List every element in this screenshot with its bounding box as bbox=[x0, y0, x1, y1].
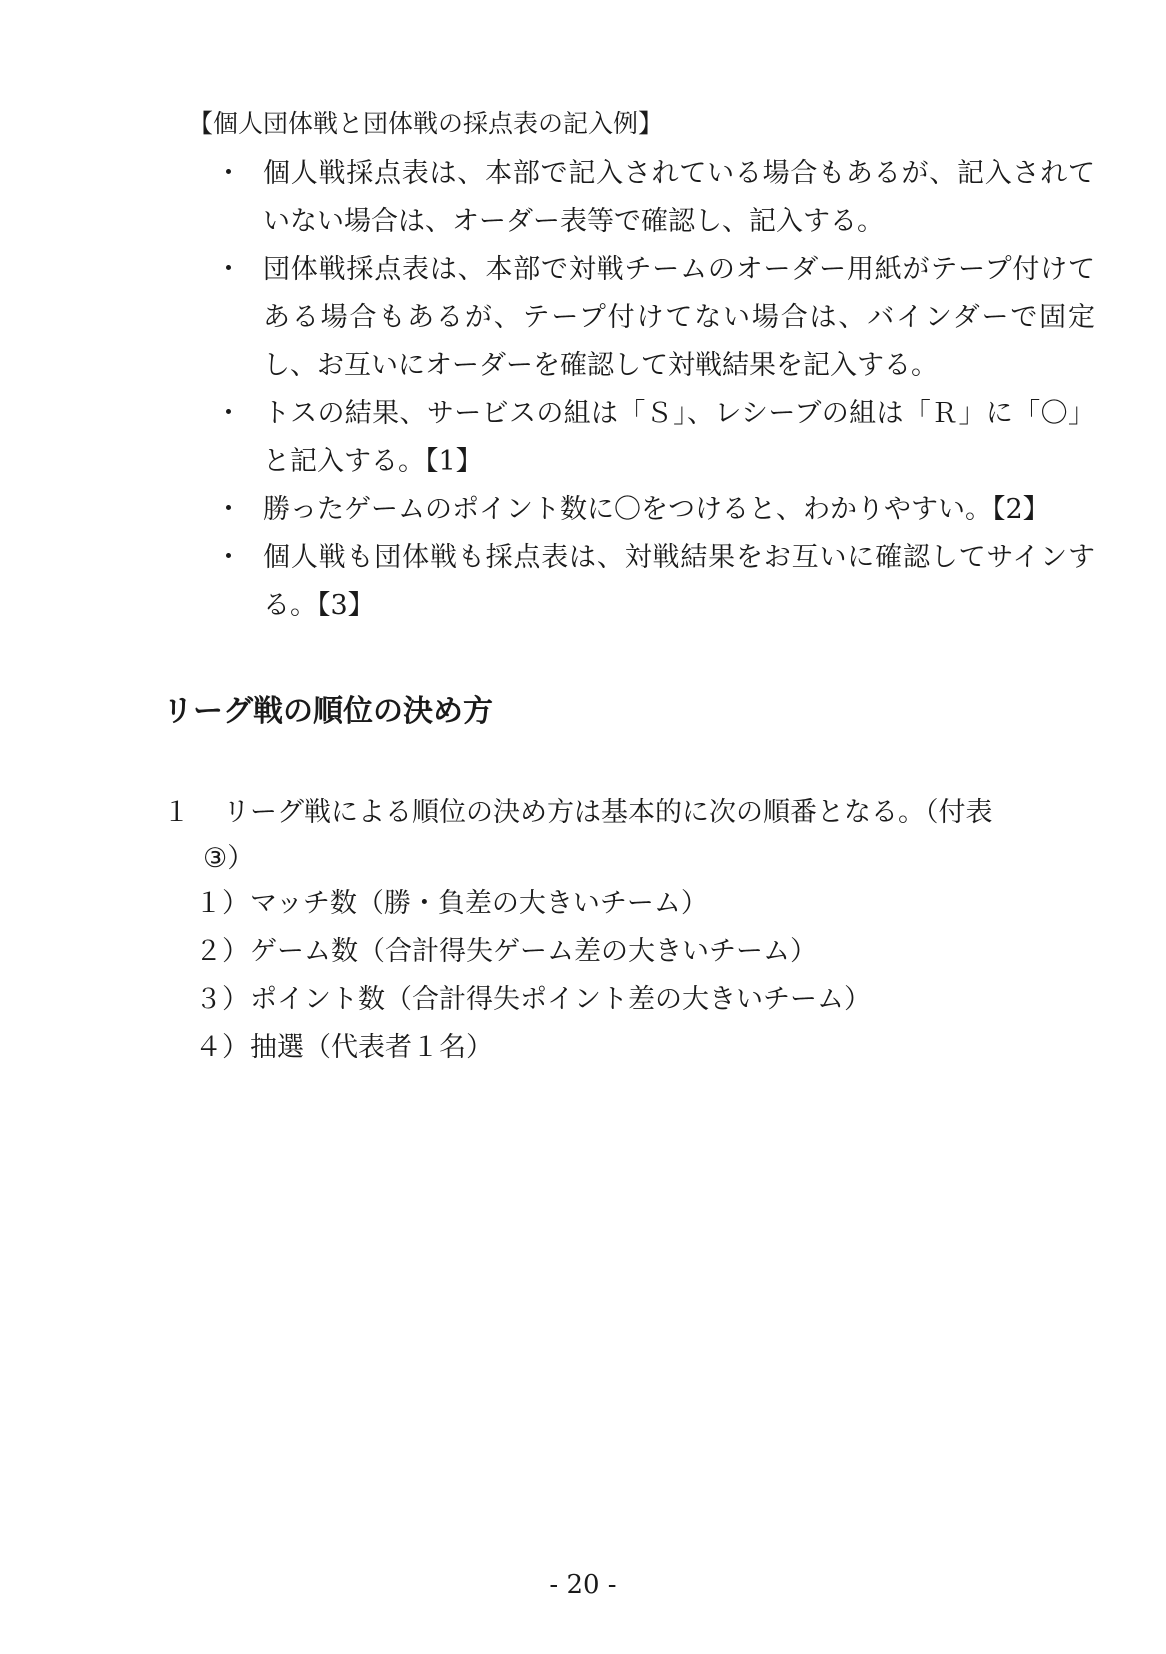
bullet-item bbox=[215, 390, 1095, 486]
bullet-marker: ・ bbox=[215, 494, 242, 525]
bullet-text: 勝ったゲームのポイント数に〇をつけると、わかりやすい。【2】 bbox=[263, 494, 1050, 525]
bullet-item bbox=[215, 486, 1095, 534]
bullet-marker: ・ bbox=[215, 158, 242, 189]
section-label: 【個人団体戦と団体戦の採点表の記入例】 bbox=[188, 109, 664, 138]
list-item bbox=[195, 928, 871, 976]
page-number: - 20 - bbox=[549, 1570, 617, 1600]
list-item-number: １） bbox=[195, 888, 249, 919]
rule-text-line1: リーグ戦による順位の決め方は基本的に次の順番となる。（付表 bbox=[223, 797, 993, 828]
list-item-text: マッチ数（勝・負差の大きいチーム） bbox=[250, 888, 708, 919]
list-item-number: ３） bbox=[195, 984, 249, 1015]
list-item bbox=[195, 976, 871, 1024]
bullet-item bbox=[215, 150, 1095, 246]
section-heading: リーグ戦の順位の決め方 bbox=[163, 694, 493, 729]
list-item-number: ２） bbox=[195, 936, 249, 967]
list-item-text: 抽選（代表者１名） bbox=[250, 1032, 493, 1063]
bullet-list bbox=[215, 150, 1095, 630]
bullet-marker: ・ bbox=[215, 542, 242, 573]
list-item-text: ゲーム数（合計得失ゲーム差の大きいチーム） bbox=[250, 936, 817, 967]
bullet-marker: ・ bbox=[215, 398, 242, 429]
rule-text-line2: ③） bbox=[203, 843, 255, 874]
list-item-number: ４） bbox=[195, 1032, 249, 1063]
bullet-text: トスの結果、サービスの組は「Ｓ」、レシーブの組は「Ｒ」に「〇」と記入する。【1】 bbox=[263, 398, 1095, 477]
list-item bbox=[195, 880, 871, 928]
bullet-item bbox=[215, 534, 1095, 630]
bullet-text: 団体戦採点表は、本部で対戦チームのオーダー用紙がテープ付けてある場合もあるが、テープ付けてない場合は、バインダーで固定し、お互いにオーダーを確認して対戦結果を記入する。 bbox=[263, 254, 1095, 381]
bullet-item bbox=[215, 246, 1095, 390]
bullet-text: 個人戦採点表は、本部で記入されている場合もあるが、記入されていない場合は、オーダー表等で確認し、記入する。 bbox=[263, 158, 1095, 237]
rule-number: １ bbox=[163, 797, 190, 828]
rule-paragraph bbox=[163, 790, 1093, 882]
bullet-text: 個人戦も団体戦も採点表は、対戦結果をお互いに確認してサインする。【3】 bbox=[263, 542, 1095, 621]
bullet-marker: ・ bbox=[215, 254, 242, 285]
ranking-criteria-list bbox=[195, 880, 871, 1072]
list-item-text: ポイント数（合計得失ポイント差の大きいチーム） bbox=[250, 984, 871, 1015]
list-item bbox=[195, 1024, 871, 1072]
